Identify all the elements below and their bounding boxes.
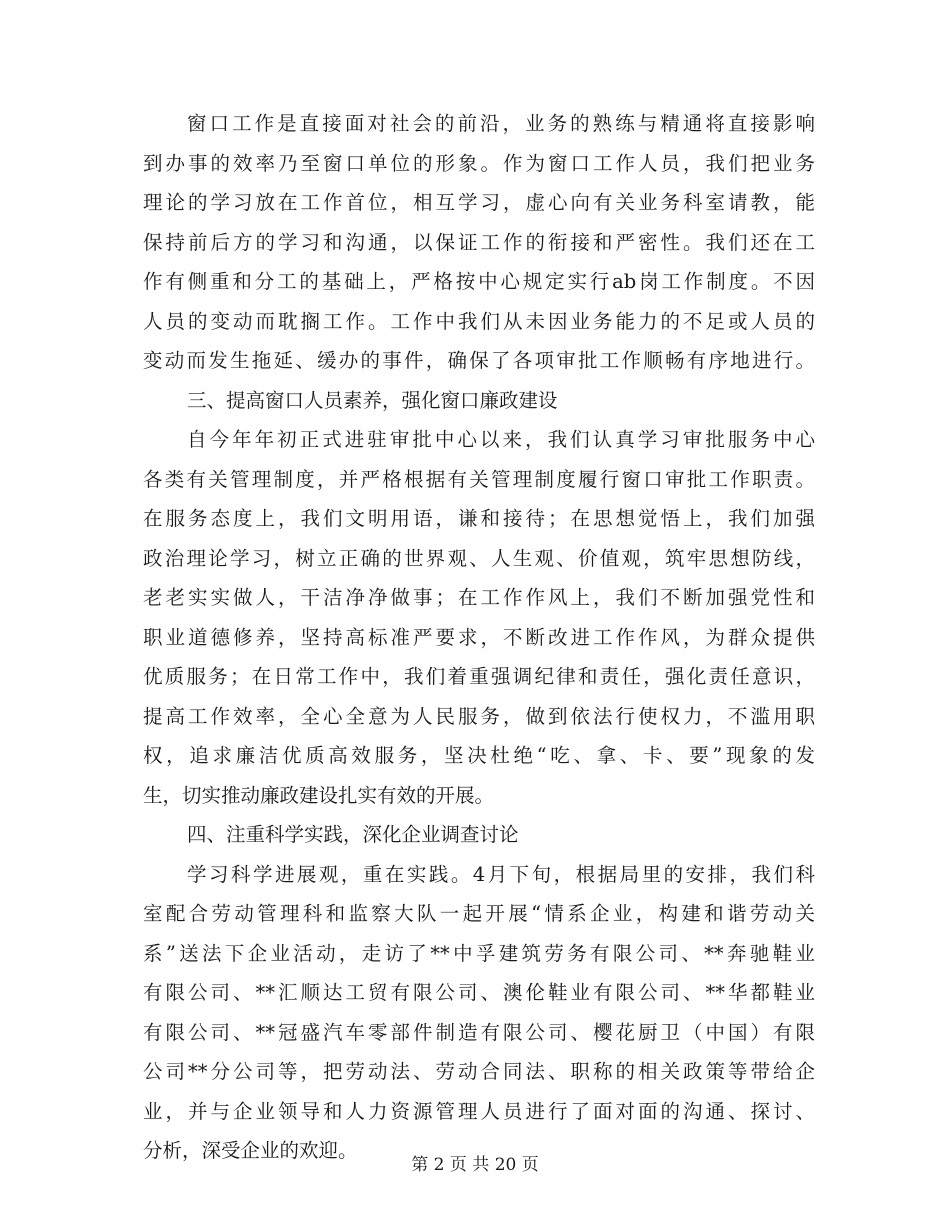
text-line: 生，切实推动廉政建设扎实有效的开展。 — [143, 783, 495, 807]
text-line: 作有侧重和分工的基础上，严格按中心规定实行ab岗工作制度。不因 — [143, 270, 815, 293]
text-line: 在服务态度上，我们文明用语，谦和接待；在思想觉悟上，我们加强 — [143, 507, 815, 530]
text-line: 老老实实做人，干洁净净做事；在工作作风上，我们不断加强党性和 — [143, 586, 815, 609]
text-line: 公司**分公司等，把劳动法、劳动合同法、职称的相关政策等带给企 — [143, 1060, 815, 1083]
text-line: 职业道德修养，坚持高标准严要求，不断改进工作作风，为群众提供 — [143, 625, 815, 649]
page-footer: 第 2 页 共 20 页 — [411, 1155, 539, 1175]
text-line: 有限公司、**汇顺达工贸有限公司、澳伦鞋业有限公司、**华都鞋业 — [143, 981, 815, 1004]
text-line: 权，追求廉洁优质高效服务，坚决杜绝“吃、拿、卡、要”现象的发 — [143, 744, 815, 767]
document-body — [143, 104, 815, 1171]
text-line: 窗口工作是直接面对社会的前沿，业务的熟练与精通将直接影响 — [187, 112, 815, 135]
text-line: 四、注重科学实践，深化企业调查讨论 — [187, 823, 519, 846]
text-line: 三、提高窗口人员素养，强化窗口廉政建设 — [187, 388, 558, 412]
text-line: 系”送法下企业活动，走访了**中孚建筑劳务有限公司、**奔驰鞋业 — [143, 941, 815, 965]
text-line: 自今年年初正式进驻审批中心以来，我们认真学习审批服务中心 — [187, 428, 815, 451]
text-line: 业，并与企业领导和人力资源管理人员进行了面对面的沟通、探讨、 — [143, 1099, 815, 1123]
text-line: 提高工作效率，全心全意为人民服务，做到依法行使权力，不滥用职 — [143, 704, 815, 728]
text-line: 有限公司、**冠盛汽车零部件制造有限公司、樱花厨卫（中国）有限 — [143, 1020, 815, 1044]
text-line: 优质服务；在日常工作中，我们着重强调纪律和责任，强化责任意识， — [143, 665, 815, 688]
text-line: 保持前后方的学习和沟通，以保证工作的衔接和严密性。我们还在工 — [143, 230, 815, 254]
text-line: 到办事的效率乃至窗口单位的形象。作为窗口工作人员，我们把业务 — [143, 151, 815, 175]
text-line: 室配合劳动管理科和监察大队一起开展“情系企业，构建和谐劳动关 — [143, 902, 815, 925]
text-line: 分析，深受企业的欢迎。 — [143, 1139, 358, 1162]
text-line: 变动而发生拖延、缓办的事件，确保了各项审批工作顺畅有序地进行。 — [143, 349, 815, 372]
text-line: 政治理论学习，树立正确的世界观、人生观、价值观，筑牢思想防线， — [143, 546, 815, 570]
text-line: 理论的学习放在工作首位，相互学习，虚心向有关业务科室请教，能 — [143, 191, 815, 214]
text-line: 学习科学进展观，重在实践。4月下旬，根据局里的安排，我们科 — [187, 862, 815, 886]
text-line: 人员的变动而耽搁工作。工作中我们从未因业务能力的不足或人员的 — [143, 309, 815, 333]
text-line: 各类有关管理制度，并严格根据有关管理制度履行窗口审批工作职责。 — [143, 467, 815, 491]
